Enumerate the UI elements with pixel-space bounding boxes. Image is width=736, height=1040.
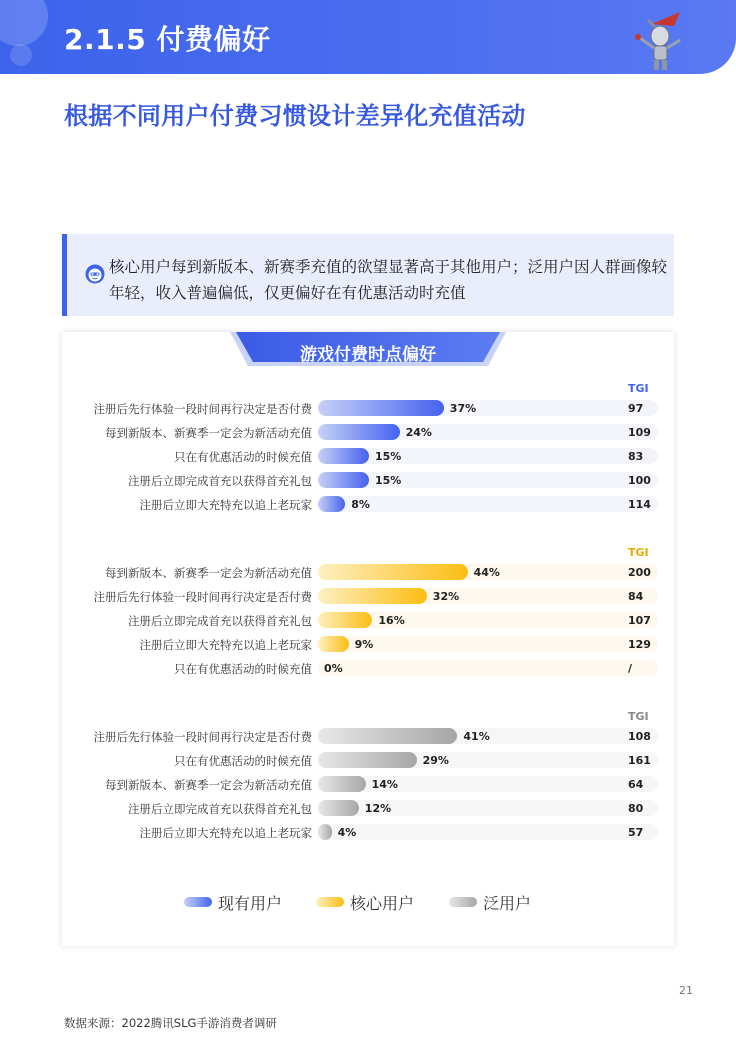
bar-category-label: 注册后立即完成首充以获得首充礼包 (128, 614, 312, 628)
bar-value-label: 15% (375, 450, 402, 463)
bar-category-label: 注册后先行体验一段时间再行决定是否付费 (93, 402, 312, 416)
bar (318, 472, 369, 488)
legend-swatch (449, 897, 477, 907)
mascot-icon (630, 10, 690, 72)
bar-category-label: 每到新版本、新赛季一定会为新活动充值 (105, 778, 312, 792)
bar-track (318, 824, 658, 840)
bar-value-label: 8% (351, 498, 370, 511)
bar-category-label: 注册后立即大充特充以追上老玩家 (139, 826, 312, 840)
bar-value-label: 24% (405, 426, 432, 439)
bar (318, 752, 417, 768)
tgi-header: TGI (628, 710, 649, 723)
bar (318, 776, 366, 792)
bar-category-label: 注册后立即完成首充以获得首充礼包 (128, 474, 312, 488)
bar-category-label: 只在有优惠活动的时候充值 (174, 450, 312, 464)
tgi-value: 200 (628, 566, 651, 579)
bar-category-label: 只在有优惠活动的时候充值 (174, 662, 312, 676)
legend-swatch (316, 897, 344, 907)
bar-value-label: 44% (473, 566, 500, 579)
bar (318, 448, 369, 464)
bar-value-label: 4% (337, 826, 357, 839)
bar-category-label: 注册后立即大充特充以追上老玩家 (139, 638, 312, 652)
bar (318, 612, 372, 628)
legend-item (184, 892, 282, 912)
bar-track (318, 660, 658, 676)
tgi-value: 100 (628, 474, 651, 487)
bar-value-label: 16% (378, 614, 405, 627)
legend-item (316, 892, 414, 912)
bar-value-label: 37% (449, 402, 477, 415)
section-title: 2.1.5 付费偏好 (64, 23, 271, 56)
bot-face-icon (85, 264, 105, 284)
bar-value-label: 14% (371, 778, 398, 791)
tgi-value: 109 (628, 426, 651, 439)
tgi-value: 161 (628, 754, 651, 767)
chart-title: 游戏付费时点偏好 (300, 345, 436, 365)
bar-value-label: 41% (463, 730, 490, 743)
tgi-value: 80 (628, 802, 644, 815)
tgi-header: TGI (628, 382, 649, 395)
tgi-value: 108 (628, 730, 651, 743)
page-number: 21 (679, 984, 693, 997)
bar-track (318, 448, 658, 464)
bar-category-label: 只在有优惠活动的时候充值 (174, 754, 312, 768)
bar-category-label: 注册后立即大充特充以追上老玩家 (139, 498, 312, 512)
tgi-value: 114 (628, 498, 651, 511)
bar-category-label: 每到新版本、新赛季一定会为新活动充值 (105, 566, 312, 580)
tgi-value: 83 (628, 450, 644, 463)
tgi-value: 57 (628, 826, 644, 839)
bar (318, 564, 468, 580)
bar (318, 424, 400, 440)
data-source: 数据来源：2022腾讯SLG手游消费者调研 (64, 1016, 277, 1030)
header-banner (0, 0, 736, 74)
legend-item (449, 892, 531, 912)
bar-value-label: 0% (324, 662, 343, 675)
bar (318, 588, 427, 604)
tgi-value: 84 (628, 590, 644, 603)
tgi-value: 97 (628, 402, 644, 415)
legend-swatch (184, 897, 212, 907)
tgi-value: / (628, 662, 633, 675)
callout-text: 核心用户每到新版本、新赛季充值的欲望显著高于其他用户；泛用户因人群画像较年轻，收入普遍偏低，仅更偏好在有优惠活动时充值 (109, 258, 668, 302)
bar-track (318, 776, 658, 792)
page-subtitle: 根据不同用户付费习惯设计差异化充值活动 (64, 102, 526, 130)
bar-value-label: 9% (354, 638, 374, 651)
bar (318, 400, 444, 416)
tgi-value: 64 (628, 778, 644, 791)
legend-label: 泛用户 (483, 893, 532, 913)
bar-category-label: 注册后立即完成首充以获得首充礼包 (128, 802, 312, 816)
bar-value-label: 15% (375, 474, 402, 487)
key-insight-callout (62, 234, 674, 316)
bar-category-label: 注册后先行体验一段时间再行决定是否付费 (93, 730, 312, 744)
bar-category-label: 注册后先行体验一段时间再行决定是否付费 (93, 590, 312, 604)
tgi-header: TGI (628, 546, 649, 559)
bar (318, 728, 457, 744)
bar-category-label: 每到新版本、新赛季一定会为新活动充值 (105, 426, 312, 440)
bar (318, 496, 345, 512)
legend-label: 现有用户 (218, 893, 283, 913)
bar (318, 636, 349, 652)
legend-label: 核心用户 (350, 893, 415, 913)
bar-value-label: 12% (364, 802, 392, 815)
bar-value-label: 32% (432, 590, 460, 603)
tgi-value: 107 (628, 614, 651, 627)
bar-value-label: 29% (422, 754, 449, 767)
bar (318, 800, 359, 816)
tgi-value: 129 (628, 638, 651, 651)
bar (318, 824, 332, 840)
bar-track (318, 472, 658, 488)
header-decoration-circle (10, 44, 32, 66)
